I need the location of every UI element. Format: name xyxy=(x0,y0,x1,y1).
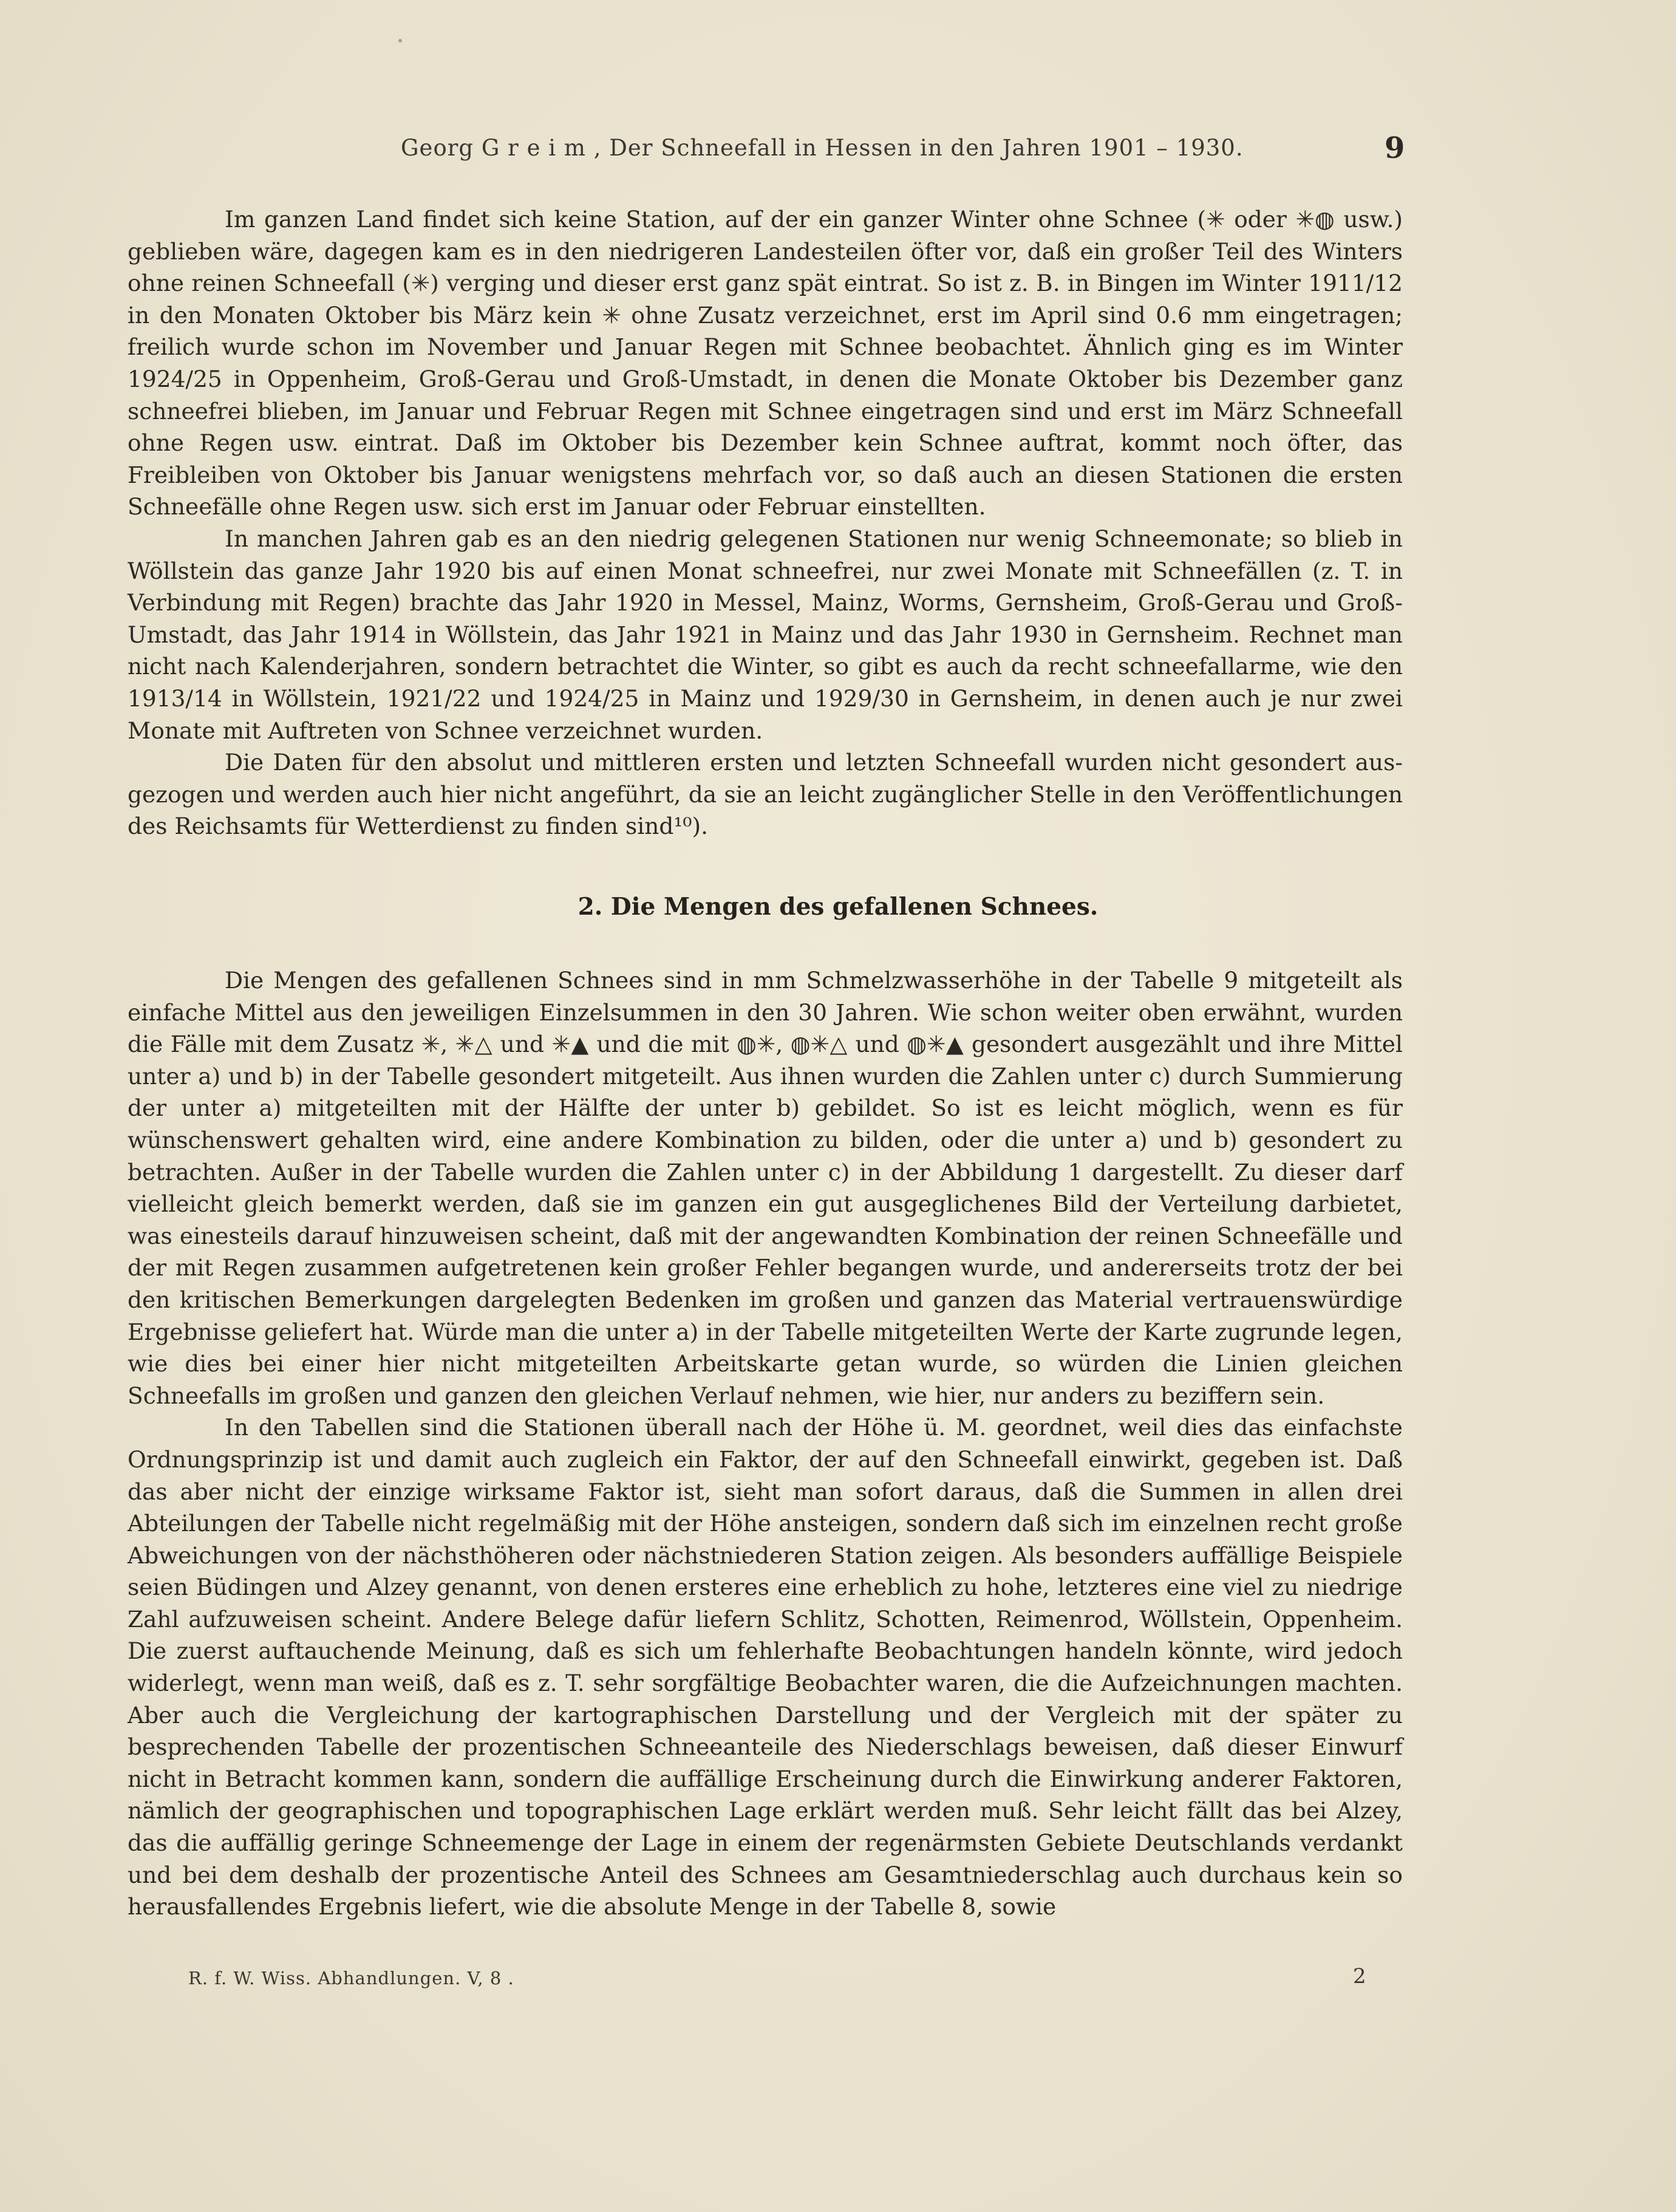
page-header xyxy=(0,131,1676,177)
paragraph: In manchen Jahren gab es an den niedrig gelegenen Stationen nur wenig Schneemonate; so blieb in Wöllstein das ganze Jahr 1920 bis auf einen Monat schneefrei, nur zwei Monate mit Schneefällen (z. T. in Verbindung mit Regen) brachte das Jahr 1920 in Messel, Mainz, Worms, Gernsheim, Groß-Gerau und Groß-Umstadt, das Jahr 1914 in Wöllstein, das Jahr 1921 in Mainz und das Jahr 1930 in Gernsheim. Rechnet man nicht nach Kalenderjahren, sondern betrachtet die Winter, so gibt es auch da recht schneefallarme, wie den 1913/14 in Wöllstein, 1921/22 und 1924/25 in Mainz und 1929/30 in Gernsheim, in denen auch je nur zwei Monate mit Auftreten von Schnee verzeichnet wurden. xyxy=(128,525,1403,744)
paper-speck xyxy=(398,39,402,43)
section-heading: 2. Die Mengen des gefallenen Schnees. xyxy=(577,893,1099,921)
page-footer xyxy=(0,1964,1676,1998)
paragraph: In den Tabellen sind die Stationen überall nach der Höhe ü. M. geordnet, weil dies das einfachste Ordnungsprinzip ist und damit auch zugleich ein Faktor, der auf den Schneefall einwirkt, gegeben ist. Daß das aber nicht der einzige wirksame Faktor ist, sieht man sofort daraus, daß die Summen in allen drei Abteilungen der Tabelle nicht regelmäßig mit der Höhe ansteigen, sondern daß sich im einzelnen recht große Abweichungen von der nächsthöheren oder nächstniederen Station zeigen. Als besonders auffällige Beispiele seien Büdingen und Alzey genannt, von denen ersteres eine erheblich zu hohe, letzteres eine viel zu niedrige Zahl aufzuweisen scheint. Andere Belege dafür liefern Schlitz, Schotten, Reimenrod, Wöllstein, Oppenheim. Die zuerst auftauchende Meinung, daß es sich um fehlerhafte Beobachtungen handeln könnte, wird jedoch widerlegt, wenn man weiß, daß es z. T. sehr sorgfältige Beobachter waren, die die Aufzeichnungen machten. Aber auch die Vergleichung der kartographischen Darstellung und der Vergleich mit der später zu besprechenden Tabelle der prozentischen Schneeanteile des Niederschlags beweisen, daß dieser Einwurf nicht in Betracht kommen kann, sondern die auffällige Erscheinung durch die Einwirkung anderer Faktoren, nämlich der geographischen und topographischen Lage erklärt werden muß. Sehr leicht fällt das bei Alzey, das die auffällig geringe Schneemenge der Lage in einem der regenärmsten Gebiete Deutschlands verdankt und bei dem deshalb der prozentische Anteil des Schnees am Gesamtniederschlag auch durchaus kein so herausfallendes Ergebnis liefert, wie die absolute Menge in der Tabelle 8, sowie xyxy=(128,1414,1403,1920)
body-text-top xyxy=(128,203,1403,842)
running-head: Georg G r e i m , Der Schneefall in Hessen in den Jahren 1901 – 1930. xyxy=(401,135,1244,161)
paragraph: Die Mengen des gefallenen Schnees sind in mm Schmelzwasserhöhe in der Tabelle 9 mitgeteilt als einfache Mittel aus den jeweiligen Einzelsummen in den 30 Jahren. Wie schon weiter oben erwähnt, wurden die Fälle mit dem Zusatz ✳, ✳△ und ✳▲ und die mit ◍✳, ◍✳△ und ◍✳▲ gesondert ausgezählt und ihre Mittel unter a) und b) in der Tabelle gesondert mitgeteilt. Aus ihnen wurden die Zahlen unter c) durch Summierung der unter a) mitgeteilten mit der Hälfte der unter b) gebildet. So ist es leicht möglich, wenn es für wünschenswert gehalten wird, eine andere Kombination zu bilden, oder die unter a) und b) gesondert zu betrachten. Außer in der Tabelle wurden die Zahlen unter c) in der Abbildung 1 dargestellt. Zu dieser darf vielleicht gleich bemerkt werden, daß sie im ganzen ein gut ausgeglichenes Bild der Verteilung darbietet, was einesteils darauf hinzuweisen scheint, daß mit der angewandten Kombination der reinen Schneefälle und der mit Regen zusammen aufgetretenen kein großer Fehler begangen wurde, und andererseits trotz der bei den kritischen Bemerkungen dargelegten Bedenken im großen und ganzen das Material vertrauenswürdige Ergebnisse geliefert hat. Würde man die unter a) in der Tabelle mitgeteilten Werte der Karte zugrunde legen, wie dies bei einer hier nicht mitgeteilten Arbeitskarte getan wurde, so würden die Linien gleichen Schneefalls im großen und ganzen den gleichen Verlauf nehmen, wie hier, nur anders zu beziffern sein. xyxy=(128,967,1403,1409)
body-text-bottom xyxy=(128,964,1403,1923)
publication-signature: R. f. W. Wiss. Abhandlungen. V, 8 . xyxy=(188,1968,514,1988)
page-number: 9 xyxy=(1385,131,1405,165)
paragraph: Im ganzen Land findet sich keine Station, auf der ein ganzer Winter ohne Schnee (✳ oder ✳◍ usw.) geblieben wäre, dagegen kam es in den niedrigeren Landesteilen öfter vor, daß ein großer Teil des Winters ohne reinen Schneefall (✳) verging und dieser erst ganz spät eintrat. So ist z. B. in Bingen im Winter 1911/12 in den Monaten Oktober bis März kein ✳ ohne Zusatz verzeichnet, erst im April sind 0.6 mm eingetragen; freilich wurde schon im November und Januar Regen mit Schnee beobachtet. Ähnlich ging es im Winter 1924/25 in Oppenheim, Groß-Gerau und Groß-Umstadt, in denen die Monate Oktober bis Dezember ganz schneefrei blieben, im Januar und Februar Regen mit Schnee eingetragen sind und erst im März Schneefall ohne Regen usw. eintrat. Daß im Oktober bis Dezember kein Schnee auftrat, kommt noch öfter, das Freibleiben von Oktober bis Januar wenigstens mehrfach vor, so daß auch an diesen Stationen die ersten Schneefälle ohne Regen usw. sich erst im Januar oder Februar einstellten. xyxy=(128,206,1403,521)
paragraph: Die Daten für den absolut und mittleren ersten und letzten Schneefall wurden nicht gesondert ausgezogen und werden auch hier nicht angeführt, da sie an leicht zugänglicher Stelle in den Veröffentlichungen des Reichsamts für Wetterdienst zu finden sind¹⁰). xyxy=(128,749,1403,840)
sheet-number: 2 xyxy=(1353,1964,1366,1988)
